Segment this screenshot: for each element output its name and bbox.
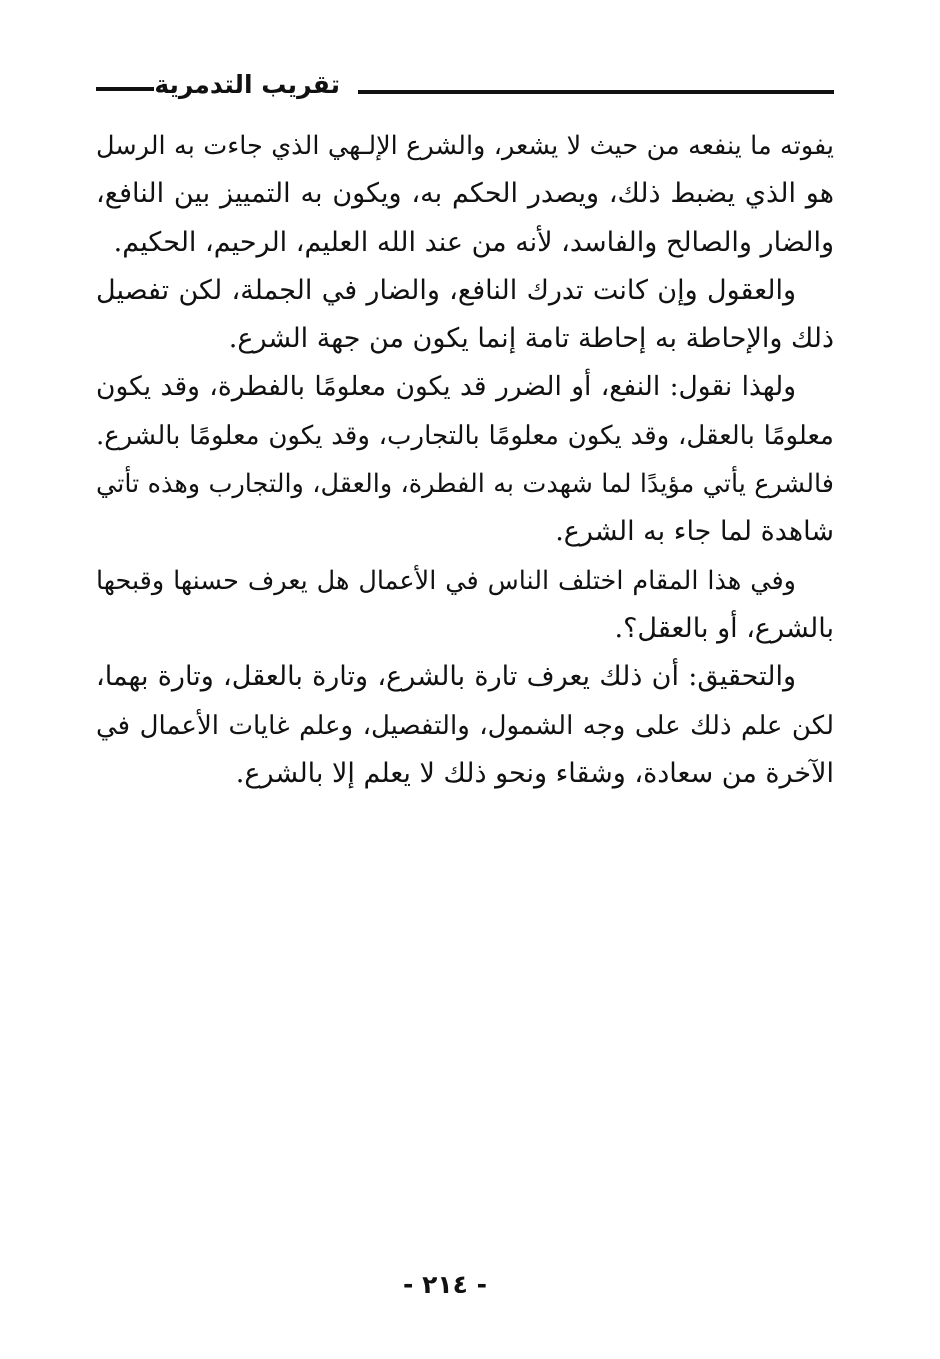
- text-line: وفي هذا المقام اختلف الناس في الأعمال هل يعرف حسنها وقبحها: [96, 565, 796, 596]
- text-line: لكن علم ذلك على وجه الشمول، والتفصيل، وعلم غايات الأعمال في: [96, 710, 834, 741]
- text-line: الآخرة من سعادة، وشقاء ونحو ذلك لا يعلم إلا بالشرع.: [235, 757, 834, 789]
- text-line: ذلك والإحاطة به إحاطة تامة إنما يكون من جهة الشرع.: [228, 323, 834, 355]
- header-rule-short: [96, 87, 154, 91]
- text-line: ولهذا نقول: النفع، أو الضرر قد يكون معلومًا بالفطرة، وقد يكون: [96, 371, 796, 403]
- page-number: - ٢١٤ -: [403, 1270, 487, 1299]
- text-line: شاهدة لما جاء به الشرع.: [555, 516, 834, 548]
- text-line: والضار والصالح والفاسد، لأنه من عند الله العليم، الرحيم، الحكيم.: [113, 226, 834, 258]
- page-header: [96, 68, 834, 108]
- text-line: والعقول وإن كانت تدرك النافع، والضار في الجملة، لكن تفصيل: [96, 274, 796, 306]
- text-line: هو الذي يضبط ذلك، ويصدر الحكم به، ويكون به التمييز بين النافع،: [96, 178, 834, 210]
- text-line: معلومًا بالعقل، وقد يكون معلومًا بالتجارب، وقد يكون معلومًا بالشرع.: [96, 420, 834, 451]
- text-line: والتحقيق: أن ذلك يعرف تارة بالشرع، وتارة بالعقل، وتارة بهما،: [96, 661, 796, 693]
- text-line: فالشرع يأتي مؤيدًا لما شهدت به الفطرة، والعقل، والتجارب وهذه تأتي: [96, 469, 834, 500]
- text-line: بالشرع، أو بالعقل؟.: [614, 612, 834, 644]
- header-rule-long: [358, 90, 834, 94]
- text-line: يفوته ما ينفعه من حيث لا يشعر، والشرع الإلـهي الذي جاءت به الرسل: [96, 131, 834, 161]
- body-text: [96, 122, 834, 798]
- running-title: تقريب التدمرية: [154, 70, 340, 99]
